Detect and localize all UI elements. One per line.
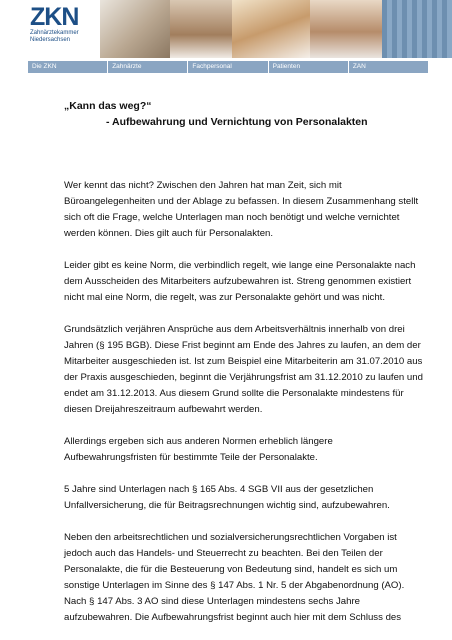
title-spacer (64, 130, 424, 178)
paragraph-line: Grundsätzlich verjähren Ansprüche aus dem Arbeitsverhältnis innerhalb von drei (64, 324, 405, 335)
paragraph-line: Leider gibt es keine Norm, die verbindlich regelt, wie lange eine Personalakte nach (64, 260, 416, 271)
header-banner (100, 0, 452, 58)
paragraph-line: Unfallversicherung, die für Beitragsrechnungen wichtig sind, aufzubewahren. (64, 500, 390, 511)
logo-line-2: Niedersachsen (30, 37, 71, 43)
main-nav (28, 61, 428, 73)
paragraph-gap (64, 306, 424, 322)
paragraph-gap (64, 466, 424, 482)
banner-photo-smiling-man (310, 0, 382, 58)
paragraph-line: Wer kennt das nicht? Zwischen den Jahren hat man Zeit, sich mit (64, 180, 342, 191)
paragraph-line: dem Ausscheiden des Mitarbeiters aufzubewahren ist. Streng genommen existiert (64, 276, 412, 287)
paragraph-line: 5 Jahre sind Unterlagen nach § 165 Abs. 4 SGB VII aus der gesetzlichen (64, 484, 374, 495)
paragraph-line: nicht mal eine Norm, die regelt, was zur Personalakte gehört und was nicht. (64, 292, 386, 303)
article-subtitle: - Aufbewahrung und Vernichtung von Personalakten (106, 116, 368, 128)
paragraph-line: endet am 31.12.2013. Aus diesem Grund sollte die Personalakte mindestens für (64, 388, 404, 399)
paragraph-line: werden können. Dies gilt auch für Personalakten. (64, 228, 274, 239)
paragraph-4 (64, 434, 424, 466)
paragraph-line: der Praxis ausgeschieden, beginnt die Verjährungsfrist am 31.12.2010 zu laufen und (64, 372, 423, 383)
nav-item-zan[interactable]: ZAN (352, 63, 366, 70)
paragraph-line: Personalakte, die für die Besteuerung von Bedeutung sind, handelt es sich um (64, 564, 398, 575)
nav-item-patienten[interactable]: Patienten (269, 61, 349, 73)
article-title: „Kann das weg?“ (64, 100, 152, 112)
logo-line-1: Zahnärztekammer (30, 30, 79, 36)
paragraph-line: aufzubewahren. Die Aufbewahrungsfrist beginnt auch hier mit dem Schluss des (64, 612, 402, 623)
nav-item-fachpersonal[interactable]: Fachpersonal (188, 61, 268, 73)
paragraph-6 (64, 530, 424, 626)
banner-photo-person (170, 0, 232, 58)
paragraph-line: Mitarbeiter ausgeschieden ist. Ist zum Beispiel eine Mitarbeiterin am 31.07.2010 aus (64, 356, 423, 367)
article (64, 98, 424, 626)
paragraph-line: Neben den arbeitsrechtlichen und sozialversicherungsrechtlichen Vorgaben ist (64, 532, 397, 543)
paragraph-gap (64, 242, 424, 258)
paragraph-line: jedoch auch das Handels- und Steuerrecht zu beachten. Bei den Teilen der (64, 548, 383, 559)
logo-mark: ZKN (30, 3, 79, 31)
banner-photo-dental-lamp (100, 0, 170, 58)
nav-item-zahnaerzte[interactable]: Zahnärzte (108, 61, 188, 73)
paragraph-gap (64, 418, 424, 434)
paragraph-line: Allerdings ergeben sich aus anderen Normen erheblich längere (64, 436, 333, 447)
site-header (0, 0, 452, 60)
banner-photo-smiling-woman (232, 0, 310, 58)
paragraph-3 (64, 322, 424, 418)
banner-photo-auditorium (382, 0, 452, 58)
paragraph-line: Aufbewahrungsfristen für bestimmte Teile der Personalakte. (64, 452, 318, 463)
paragraph-line: Jahren (§ 195 BGB). Diese Frist beginnt am Ende des Jahres zu laufen, an dem der (64, 340, 421, 351)
nav-item-die-zkn[interactable]: Die ZKN (28, 61, 108, 73)
paragraph-line: Büroangelegenheiten und der Ablage zu befassen. In diesem Zusammenhang stellt (64, 196, 419, 207)
paragraph-2 (64, 258, 424, 306)
paragraph-line: diesen Dreijahreszeitraum aufbewahrt werden. (64, 404, 263, 415)
paragraph-line: sonstige Unterlagen im Sinne des § 147 Abs. 1 Nr. 5 der Abgabenordnung (AO). (64, 580, 405, 591)
zkn-logo[interactable] (30, 5, 80, 55)
paragraph-gap (64, 514, 424, 530)
paragraph-1 (64, 178, 424, 242)
paragraph-line: sich oft die Frage, welche Unterlagen man noch benötigt und welche vernichtet (64, 212, 400, 223)
paragraph-5 (64, 482, 424, 514)
paragraph-line: Nach § 147 Abs. 3 AO sind diese Unterlagen mindestens sechs Jahre (64, 596, 360, 607)
